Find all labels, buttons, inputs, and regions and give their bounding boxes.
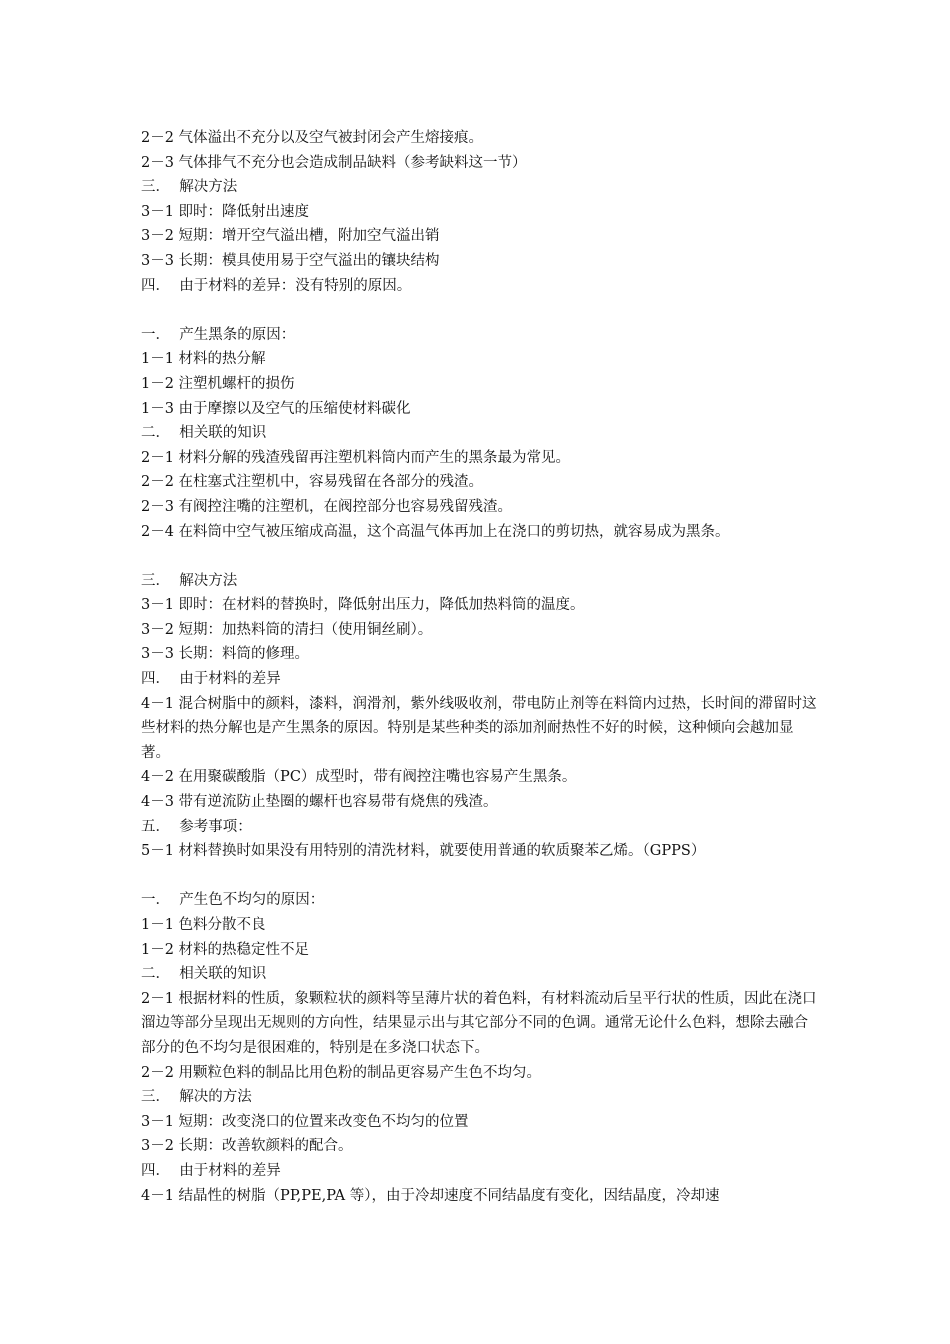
section-heading: 五． 参考事项： <box>141 818 252 835</box>
section-heading: 一． 产生黑条的原因： <box>141 326 296 343</box>
text-line: 4－3 带有逆流防止垫圈的螺杆也容易带有烧焦的残渣。 <box>141 794 498 811</box>
text-line: 2－2 在柱塞式注塑机中，容易残留在各部分的残渣。 <box>141 474 484 491</box>
section-heading: 四． 由于材料的差异 <box>141 671 281 688</box>
text-line: 1－1 材料的热分解 <box>141 351 266 368</box>
text-line: 3－2 短期：增开空气溢出槽，附加空气溢出销 <box>141 228 440 245</box>
document-body <box>141 126 821 1208</box>
text-line: 2－3 气体排气不充分也会造成制品缺料（参考缺料这一节） <box>141 154 527 171</box>
section-heading: 四． 由于材料的差异：没有特别的原因。 <box>141 277 412 294</box>
section-heading: 三． 解决的方法 <box>141 1089 252 1106</box>
text-line: 1－2 注塑机螺杆的损伤 <box>141 375 295 392</box>
text-line: 3－1 即时：在材料的替换时，降低射出压力，降低加热料筒的温度。 <box>141 597 585 614</box>
text-line: 2－2 气体溢出不充分以及空气被封闭会产生熔接痕。 <box>141 130 484 146</box>
text-line: 3－2 短期：加热料筒的清扫（使用铜丝刷）。 <box>141 621 433 638</box>
paragraph: 4－1 混合树脂中的颜料，漆料，润滑剂，紫外线吸收剂，带电防止剂等在料筒内过热，长时间的滞留时这些材料的热分解也是产生黑条的原因。特别是某些种类的添加剂耐热性不好的时候，这种倾向会越加显著。 <box>141 695 817 761</box>
text-line: 3－1 短期：改变浇口的位置来改变色不均匀的位置 <box>141 1113 469 1130</box>
text-line: 1－1 色料分散不良 <box>141 917 266 933</box>
text-line: 2－1 材料分解的残渣残留再注塑机料筒内而产生的黑条最为常见。 <box>141 449 571 466</box>
section-heading: 二． 相关联的知识 <box>141 966 267 983</box>
text-line: 5－1 材料替换时如果没有用特别的清洗材料，就要使用普通的软质聚苯乙烯。（GPPS） <box>141 843 706 860</box>
text-line: 3－3 长期：料筒的修理。 <box>141 646 310 663</box>
text-line: 2－2 用颗粒色料的制品比用色粉的制品更容易产生色不均匀。 <box>141 1064 542 1081</box>
text-line: 3－2 长期：改善软颜料的配合。 <box>141 1138 353 1155</box>
section-heading: 三． 解决方法 <box>141 179 238 196</box>
text-line: 3－3 长期：模具使用易于空气溢出的镶块结构 <box>141 252 440 269</box>
section-heading: 三． 解决方法 <box>141 572 238 589</box>
text-line: 1－2 材料的热稳定性不足 <box>141 941 310 958</box>
text-line: 2－4 在料筒中空气被压缩成高温，这个高温气体再加上在浇口的剪切热，就容易成为黑条。 <box>141 523 730 540</box>
text-line: 3－1 即时：降低射出速度 <box>141 203 310 220</box>
text-line: 4－2 在用聚碳酸脂（PC）成型时，带有阀控注嘴也容易产生黑条。 <box>141 769 577 786</box>
text-line: 4－1 结晶性的树脂（PP,PE,PA 等），由于冷却速度不同结晶度有变化，因结晶度，冷却速 <box>141 1187 720 1204</box>
spacer <box>141 864 821 889</box>
text-line: 1－3 由于摩擦以及空气的压缩使材料碳化 <box>141 400 411 417</box>
spacer <box>141 544 821 569</box>
section-heading: 二． 相关联的知识 <box>141 425 267 442</box>
section-heading: 四． 由于材料的差异 <box>141 1162 281 1179</box>
spacer <box>141 298 821 323</box>
text-line: 2－3 有阀控注嘴的注塑机，在阀控部分也容易残留残渣。 <box>141 498 513 515</box>
section-heading: 一． 产生色不均匀的原因： <box>141 892 325 909</box>
paragraph: 2－1 根据材料的性质，象颗粒状的颜料等呈薄片状的着色料，有材料流动后呈平行状的性质，因此在浇口溜边等部分呈现出无规则的方向性，结果显示出与其它部分不同的色调。通常无论什么色料，想除去融合部分的色不均匀是很困难的，特别是在多浇口状态下。 <box>141 990 817 1056</box>
